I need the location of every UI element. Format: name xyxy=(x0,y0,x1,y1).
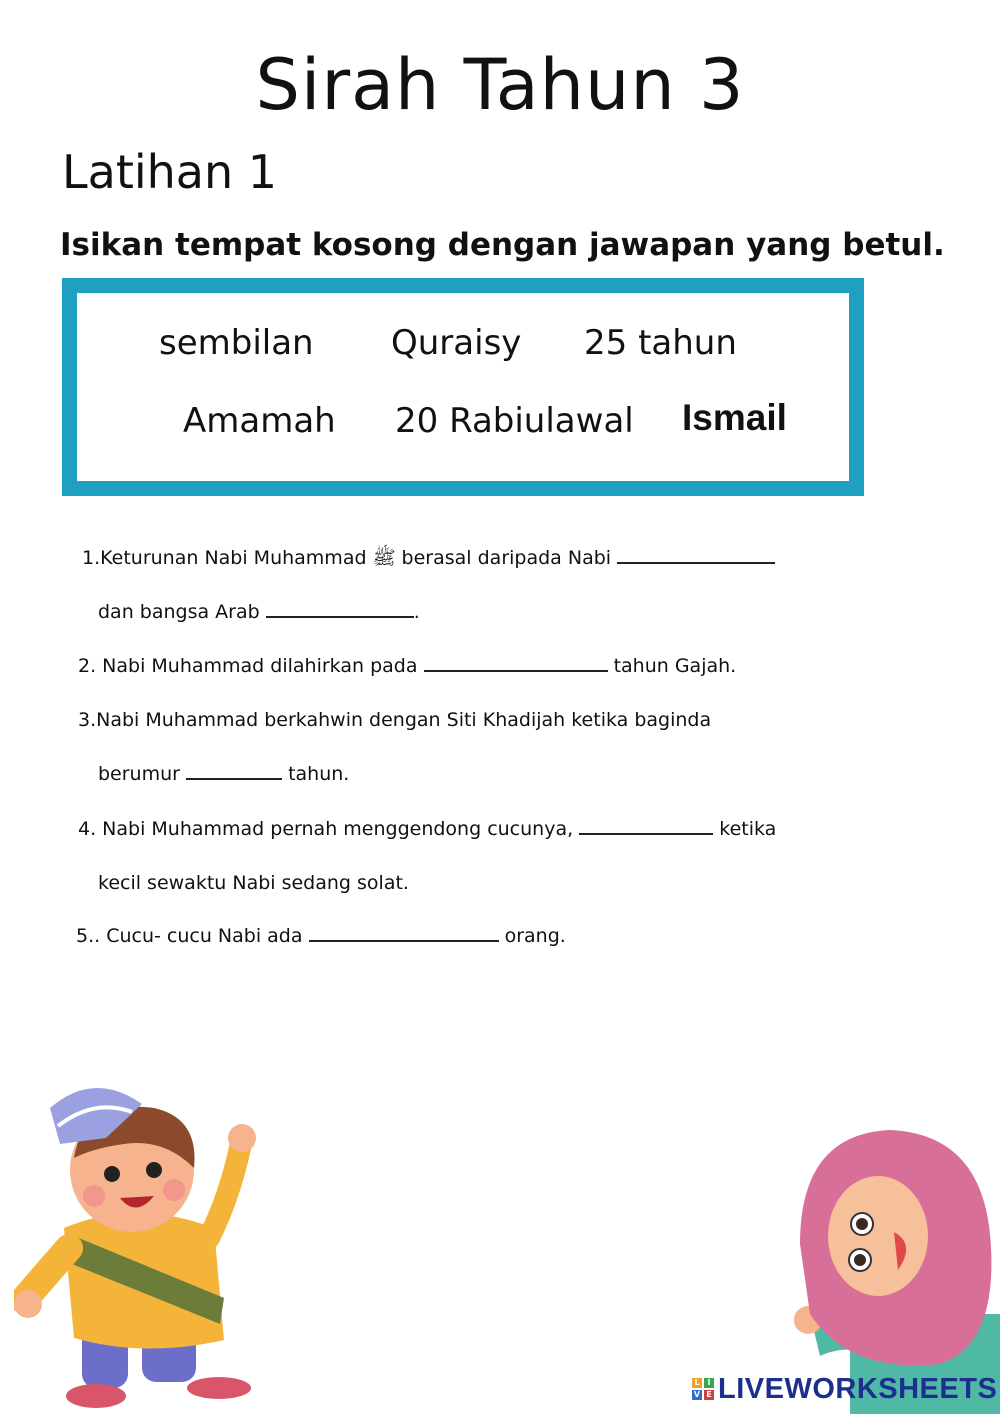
question-4-line-2 xyxy=(98,870,409,896)
question-text: tahun Gajah. xyxy=(613,655,737,677)
question-text: berasal daripada Nabi xyxy=(395,547,612,569)
answer-blank-3[interactable] xyxy=(186,764,282,780)
word-bank-box xyxy=(62,278,864,496)
word-bank-item: 25 tahun xyxy=(584,323,737,363)
question-text: berumur xyxy=(98,763,180,785)
answer-blank-1a[interactable] xyxy=(617,548,775,564)
question-1-line-2 xyxy=(98,599,420,625)
exercise-subtitle: Latihan 1 xyxy=(62,145,278,199)
salawat-symbol: ﷺ xyxy=(372,547,396,569)
question-1-line-1 xyxy=(82,545,775,571)
question-text: 1.Keturunan Nabi Muhammad xyxy=(82,547,373,569)
question-text: . xyxy=(413,601,420,623)
question-2 xyxy=(78,653,736,679)
question-5 xyxy=(76,923,566,949)
word-bank-item: sembilan xyxy=(159,323,314,363)
question-text: ketika xyxy=(719,818,777,840)
word-bank-item: Quraisy xyxy=(391,323,522,363)
question-text: kecil sewaktu Nabi sedang solat. xyxy=(98,872,409,894)
instruction-text: Isikan tempat kosong dengan jawapan yang betul. xyxy=(60,227,945,263)
question-3-line-1 xyxy=(78,707,711,733)
question-text: 2. Nabi Muhammad dilahirkan pada xyxy=(78,655,418,677)
word-bank-item: Ismail xyxy=(682,397,787,438)
question-3-line-2 xyxy=(98,761,349,787)
girl-illustration xyxy=(790,1124,1000,1414)
word-bank-item: 20 Rabiulawal xyxy=(395,401,634,441)
answer-blank-1b[interactable] xyxy=(266,602,414,618)
boy-illustration xyxy=(14,1078,264,1414)
liveworksheets-logo xyxy=(692,1372,997,1406)
word-bank-item: Amamah xyxy=(183,401,336,441)
question-text: 3.Nabi Muhammad berkahwin dengan Siti Khadijah ketika baginda xyxy=(78,709,712,731)
liveworksheets-logo-text: LIVEWORKSHEETS xyxy=(718,1372,998,1405)
question-4-line-1 xyxy=(78,816,776,842)
answer-blank-4[interactable] xyxy=(579,819,713,835)
question-text: tahun. xyxy=(288,763,350,785)
page-title: Sirah Tahun 3 xyxy=(255,44,745,126)
answer-blank-2[interactable] xyxy=(424,656,608,672)
question-text: 5.. Cucu- cucu Nabi ada xyxy=(76,925,303,947)
question-text: orang. xyxy=(504,925,566,947)
answer-blank-5[interactable] xyxy=(309,926,499,942)
question-text: dan bangsa Arab xyxy=(98,601,260,623)
liveworksheets-logo-icon: L I V E xyxy=(692,1378,714,1400)
question-text: 4. Nabi Muhammad pernah menggendong cucunya, xyxy=(78,818,574,840)
